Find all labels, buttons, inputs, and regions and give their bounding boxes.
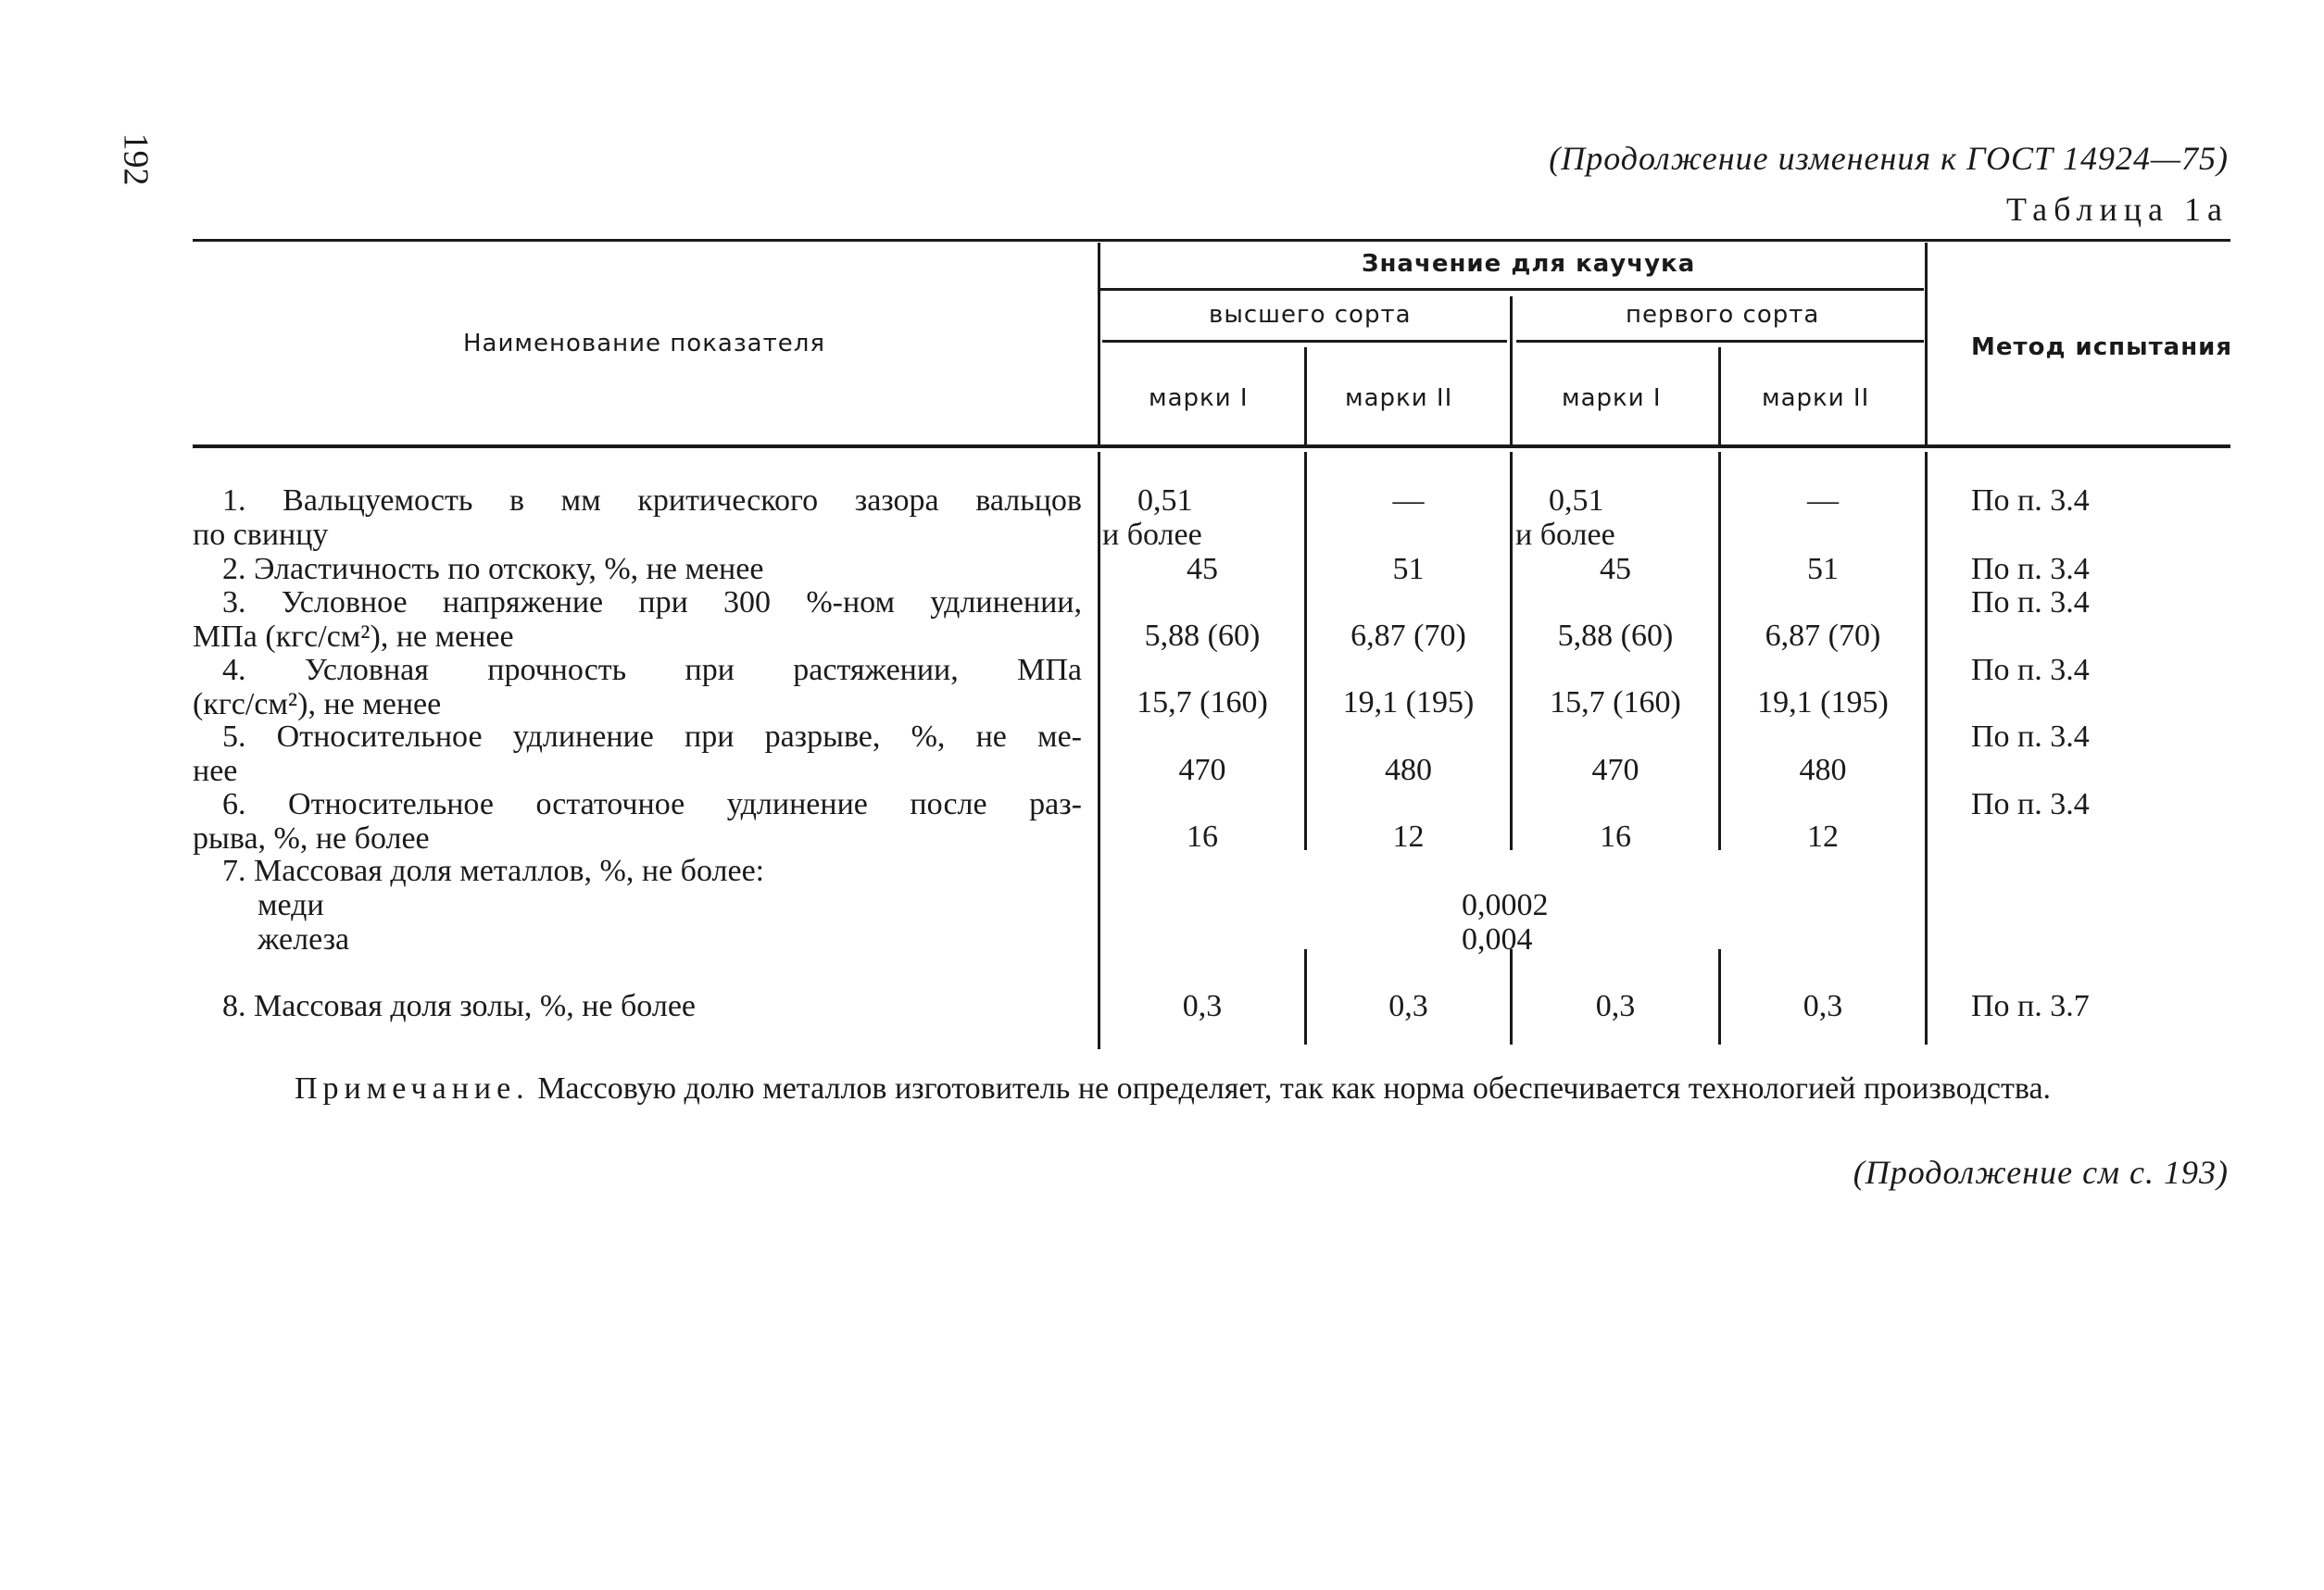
row-3-method: По п. 3.4 [1971,585,2090,620]
row-6-v1: 16 [1187,820,1218,854]
row-5-v4: 480 [1799,753,1847,787]
col-header-method: Метод испытания [1971,333,2233,361]
col-header-name: Наименование показателя [463,330,826,357]
row-7-val-iron: 0,004 [1462,922,1533,957]
grade-rule-high [1102,340,1507,343]
row-8-v2: 0,3 [1388,989,1428,1023]
row-6-name: 6. Относительное остаточное удлинение после раз- [222,787,1082,821]
table-title: Таблица 1а [2006,191,2229,228]
row-8-v3: 0,3 [1595,989,1636,1023]
row-4-v4: 19,1 (195) [1757,685,1889,720]
col-header-mark-2-high: марки II [1345,384,1453,412]
row-2-v4: 51 [1807,552,1839,586]
page-header: (Продолжение изменения к ГОСТ 14924—75) [1549,140,2229,177]
row-1-method: По п. 3.4 [1971,483,2090,518]
row-3-name-cont: МПа (кгс/см²), не менее [193,620,514,654]
col-header-mark-2-first: марки II [1762,384,1870,412]
row-8-name: 8. Массовая доля золы, %, не более [222,989,696,1023]
row-4-name-cont: (кгс/см²), не менее [193,687,442,721]
table-row [193,483,1082,552]
row-5-v3: 470 [1591,753,1639,787]
row-1-v4: — [1807,483,1839,518]
continuation-note: (Продолжение см с. 193) [1853,1154,2229,1191]
note-text: Массовую долю металлов изготовитель не определяет, так как норма обеспечивается технологией производства. [537,1071,2052,1106]
col-header-mark-1-first: марки I [1562,384,1662,412]
note-label: Примечание. [295,1071,530,1106]
group-header-rule [1099,288,1924,291]
col-header-mark-1-high: марки I [1149,384,1249,412]
row-2-v3: 45 [1600,552,1631,586]
table-row [193,552,1082,586]
row-8-v1: 0,3 [1182,989,1223,1023]
row-8-method: По п. 3.7 [1971,989,2090,1023]
row-2-name: 2. Эластичность по отскоку, %, не менее [222,552,764,586]
col-header-grade-high: высшего сорта [1209,301,1412,329]
row-4-v2: 19,1 (195) [1342,685,1475,720]
col-divider-name [1098,243,1100,444]
row-1-name: 1. Вальцуемость в мм критического зазора вальцов [222,483,1082,518]
row-1-v1: 0,51 [1137,483,1193,518]
table-row [193,585,1082,654]
body-divider-5 [1925,452,1928,1045]
col-divider-grade [1510,296,1513,444]
row-4-v1: 15,7 (160) [1137,685,1268,720]
row-1-v1b: и более [1102,518,1202,552]
row-2-method: По п. 3.4 [1971,552,2090,586]
row-5-v1: 470 [1178,753,1226,787]
header-bottom-rule [193,444,2230,448]
row-5-name-cont: нее [193,754,238,788]
row-3-v2: 6,87 (70) [1350,619,1466,653]
col-divider-mark-high [1304,347,1307,444]
row-3-v1: 5,88 (60) [1144,619,1261,653]
row-3-v4: 6,87 (70) [1765,619,1881,653]
col-header-grade-first: первого сорта [1626,301,1820,329]
row-1-name-cont: по свинцу [193,518,329,552]
row-3-v3: 5,88 (60) [1557,619,1674,653]
table-row [193,653,1082,721]
table-row [193,854,1082,957]
table-row [193,787,1082,856]
row-7-sub-copper: меди [258,888,324,922]
row-5-name: 5. Относительное удлинение при разрыве, %, не ме- [222,720,1082,754]
row-1-v3b: и более [1515,518,1615,552]
table-top-rule [193,239,2230,242]
row-5-method: По п. 3.4 [1971,720,2090,754]
col-header-group: Значение для каучука [1362,250,1696,278]
table-row [193,720,1082,788]
row-7-val-copper: 0,0002 [1462,888,1549,922]
row-2-v1: 45 [1187,552,1218,586]
row-6-v4: 12 [1807,820,1839,854]
row-8-v4: 0,3 [1803,989,1843,1023]
row-6-method: По п. 3.4 [1971,787,2090,821]
row-4-v3: 15,7 (160) [1550,685,1681,720]
row-5-v2: 480 [1385,753,1432,787]
table-note [193,1070,2221,1108]
row-4-method: По п. 3.4 [1971,653,2090,687]
row-2-v2: 51 [1392,552,1425,586]
row-7-sub-iron: железа [258,922,350,957]
row-1-v3: 0,51 [1549,483,1604,518]
row-1-v2: — [1392,483,1425,518]
row-6-v3: 16 [1600,820,1631,854]
row-4-name: 4. Условная прочность при растяжении, МПа [222,653,1082,687]
col-divider-mark-first [1718,347,1721,444]
row-6-name-cont: рыва, %, не более [193,821,430,856]
table-row [193,989,1082,1023]
body-divider-1 [1098,452,1100,1049]
grade-rule-first [1516,340,1924,343]
row-3-name: 3. Условное напряжение при 300 %-ном удлинении, [222,585,1082,620]
page-number: 192 [116,132,156,186]
row-7-name: 7. Массовая доля металлов, %, не более: [222,854,765,888]
row-6-v2: 12 [1392,820,1425,854]
col-divider-method [1925,243,1928,444]
